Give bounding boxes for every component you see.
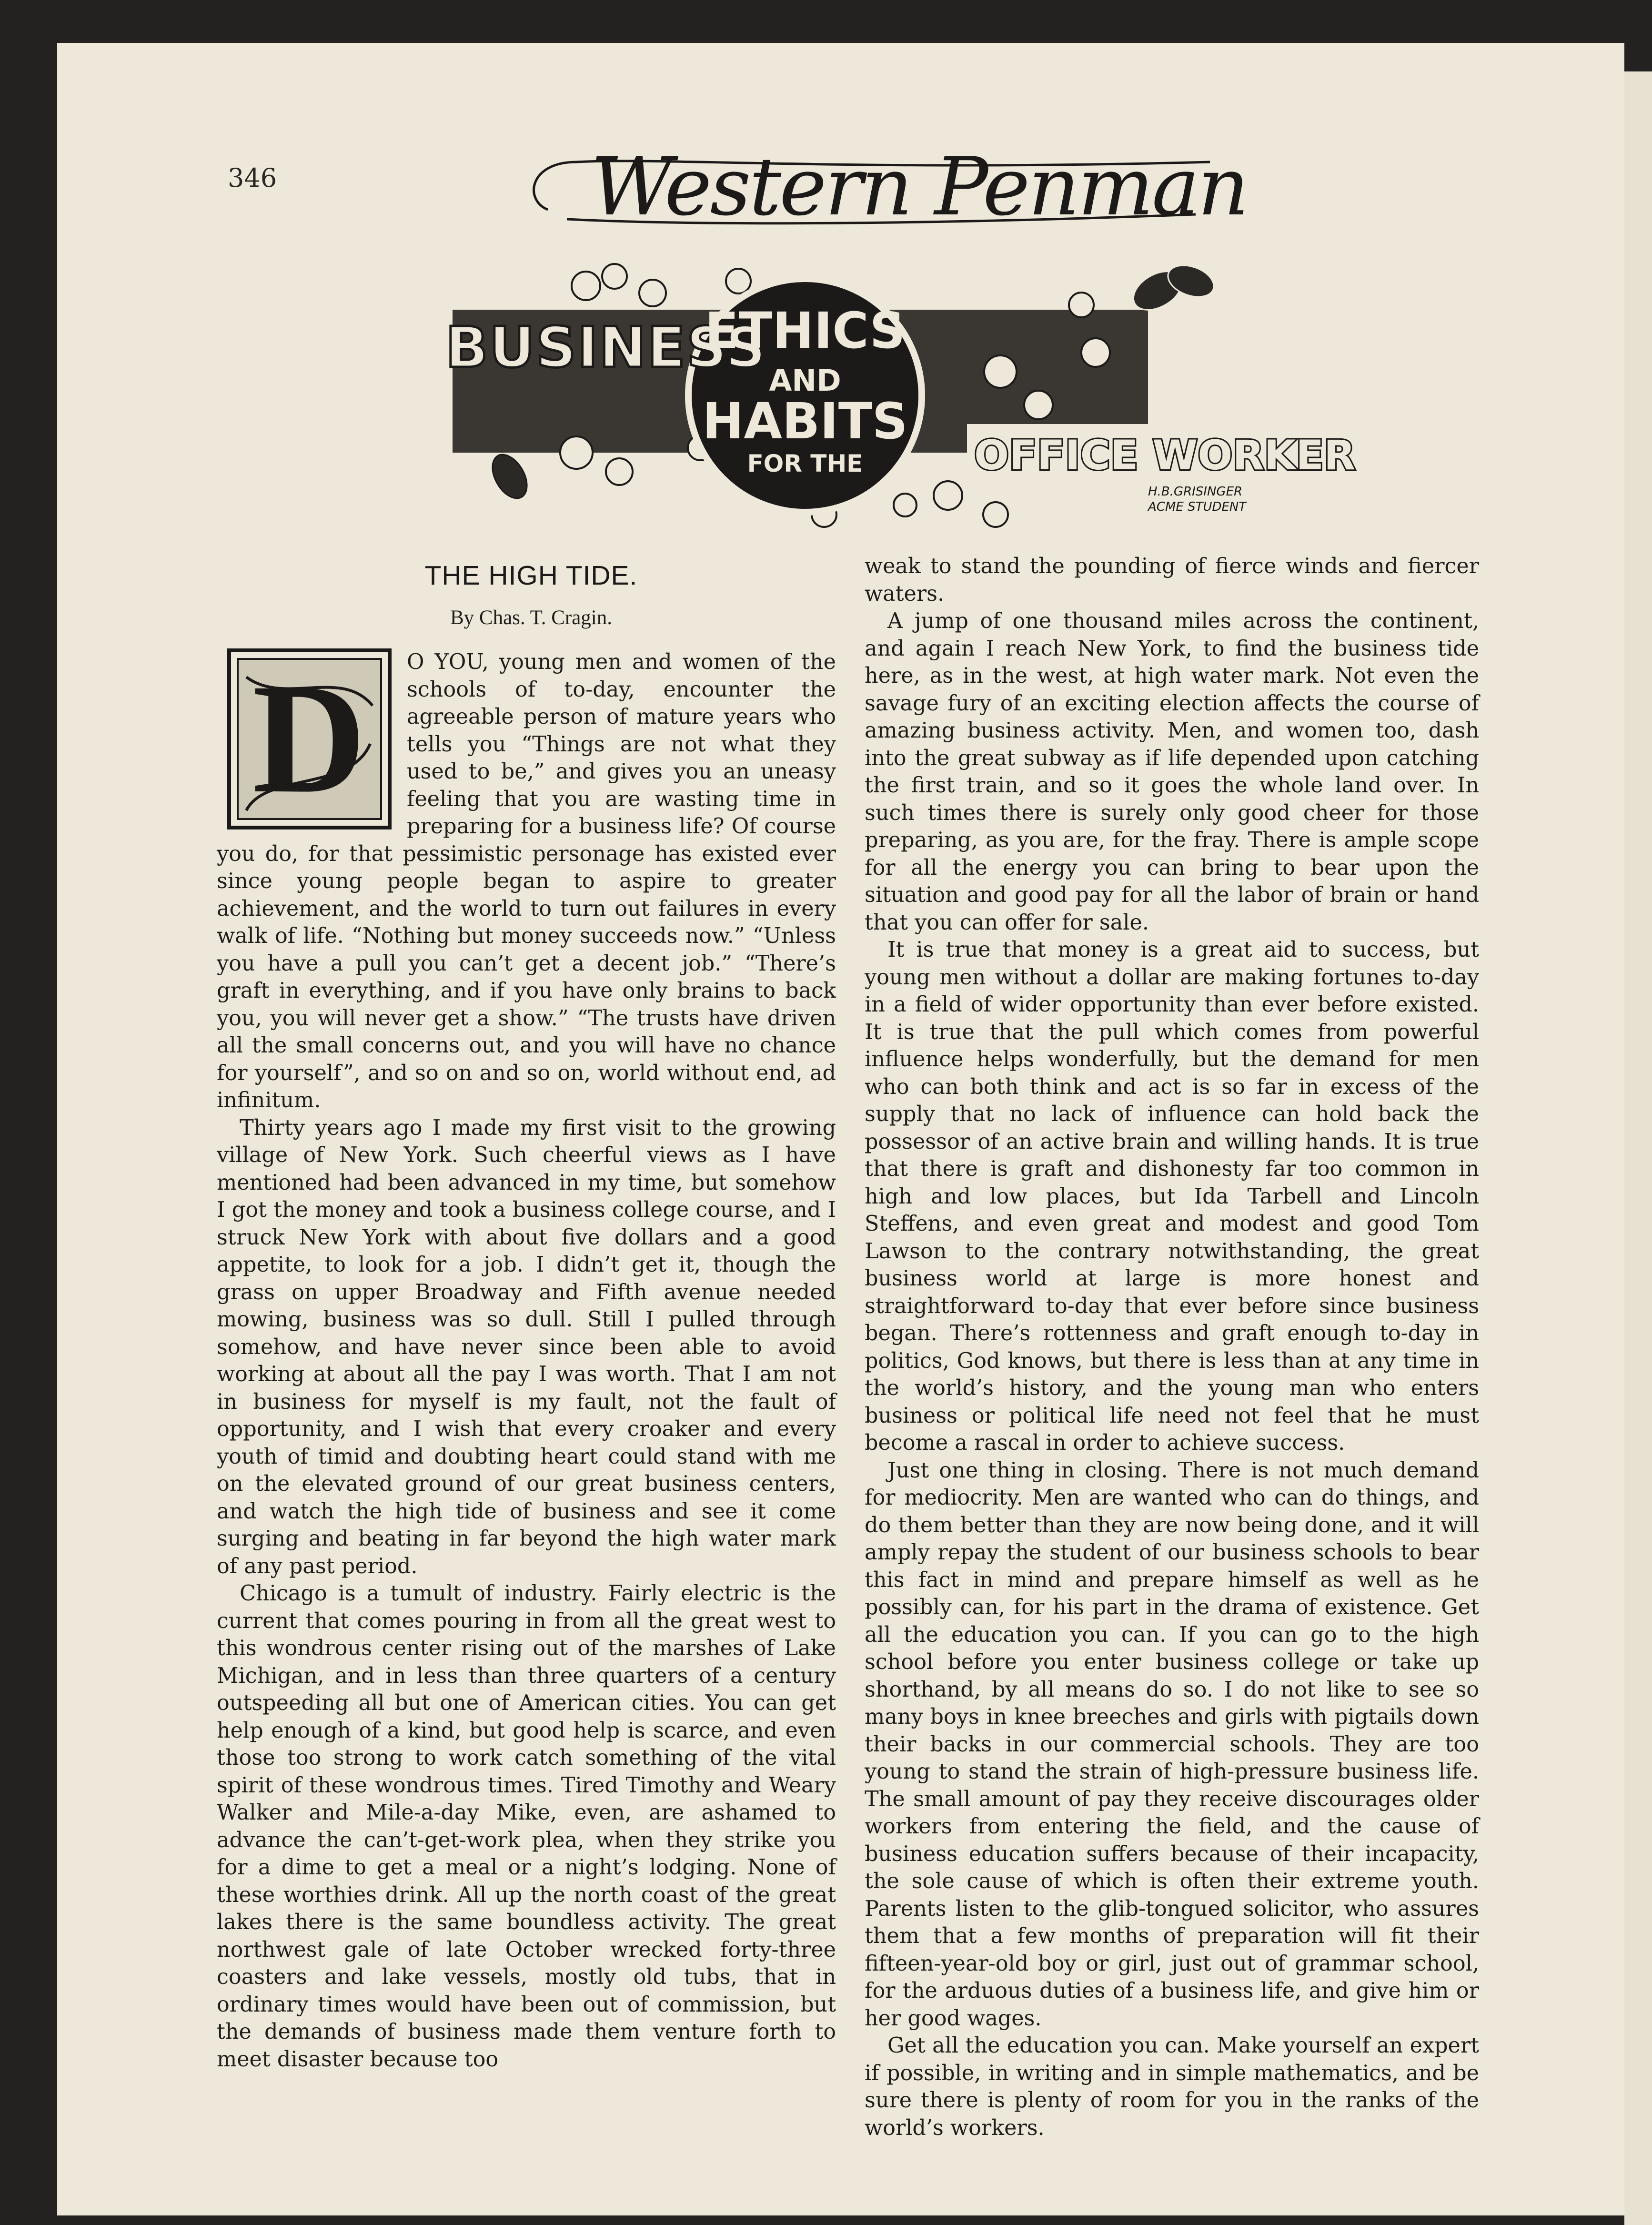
article-paragraph: Chicago is a tumult of industry. Fairly electric is the current that comes pouring in from all the great west to this wondrous center rising out of the marshes of Lake Michigan, and in less than three quarters of a century outspeeding all but one of American cities. You can get help enough of a kind, but good help is scarce, and even those too strong to work catch something of the vital spirit of these wondrous times. Tired Timothy and Weary Walker and Mile-a-day Mike, even, are ashamed to advance the can’t-get-work plea, when they strike you for a dime to get a meal or a night’s lodging. None of these worthies drink. All up the north coast of the great lakes there is the same boundless activity. The great northwest gale of late October wrecked forty-three coasters and lake vessels, mostly old tubs, that in ordinary times would have been out of commission, but the demands of business made them venture forth to meet disaster because too <box>217 1581 836 2072</box>
article-column-right <box>865 553 1479 2142</box>
butterfly-icon <box>1127 260 1218 318</box>
masthead-logo <box>519 140 1248 238</box>
next-page-edge <box>1624 71 1652 2225</box>
banner-word-habits: HABITS <box>702 392 908 450</box>
article-title: THE HIGH TIDE. <box>424 560 638 591</box>
banner-word-and: AND <box>769 363 841 398</box>
article-paragraph: A jump of one thousand miles across the continent, and again I reach New York, to find the business tide here, as in the west, at high water mark. Not even the savage fury of an exciting election affects the course of amazing business activity. Men, and women too, dash into the great subway as if life depended upon catching the first train, and so it goes the whole land over. In such times there is surely only good cheer for those preparing, as you are, for the fray. There is ample scope for all the energy you can bring to bear upon the situation and good pay for all the labor of brain or hand that you can offer for sale. <box>865 609 1479 935</box>
article-paragraph: It is true that money is a great aid to success, but young men without a dollar are making fortunes to-day in a field of wider opportunity than ever before existed. It is true that the pull which comes from powerful influence helps wonderfully, but the demand for men who can both think and act is so far in excess of the supply that no lack of influence can hold back the possessor of an active brain and willing hands. It is true that there is graft and dishonesty far too common in high and low places, but Ida Tarbell and Lincoln Steffens, and even great and modest and good Tom Lawson to the contrary notwithstanding, the great business world at large is more honest and straightforward to-day that ever before since business began. There’s rottenness and graft enough to-day in politics, God knows, but there is less than at any time in the world’s history, and the young man who enters business or political life need not feel that he must become a rascal in order to achieve success. <box>865 938 1479 1455</box>
article-paragraph: O YOU, young men and women of the schools of to-day, encounter the agreeable person of mature years who tells you “Things are not what they used to be,” and gives you an uneasy feeling that you are wasting time in preparing for a business life? Of course you do, for that pessimistic personage has existed ever since young people began to aspire to greater achievement, and the world to turn out failures in every walk of life. “Nothing but money succeeds now.” “Unless you have a pull you can’t get a decent job.” “There’s graft in everything, and if you have only brains to back you, you will never get a show.” “The trusts have driven all the small concerns out, and you will have no chance for yourself”, and so on and so on, world without end, ad infinitum. <box>217 650 836 1112</box>
article-paragraph: Just one thing in closing. There is not much demand for mediocrity. Men are wanted who can do things, and do them better than they are now being done, and it will amply repay the student of our business schools to bear this fact in mind and prepare himself as well as he possibly can, for his part in the drama of existence. Get all the education you can. If you can go to the high school before you enter business college or take up shorthand, by all means do so. I do not like to see so many boys in knee breeches and girls with pigtails down their backs in our commercial schools. They are too young to stand the strain of high-pressure business life. The small amount of pay they receive discourages older workers from entering the field, and the cause of business education suffers because of their incapacity, the sole cause of which is often their extreme youth. Parents listen to the glib-tongued solicitor, who assures them that a few months of preparation will fit their fifteen-year-old boy or girl, just out of grammar school, for the arduous duties of a business life, and give him or her good wages. <box>865 1458 1479 2031</box>
header-banner <box>405 248 1356 543</box>
artist-signature-line1: H.B.GRISINGER <box>1148 485 1243 499</box>
drop-cap-letter: D <box>252 652 366 826</box>
butterfly-icon <box>485 449 534 505</box>
article-paragraph: Get all the education you can. Make yourself an expert if possible, in writing and in simple mathematics, and be sure there is plenty of room for you in the ranks of the world’s workers. <box>865 2033 1479 2140</box>
article-paragraph: weak to stand the pounding of fierce winds and fiercer waters. <box>865 554 1479 606</box>
banner-word-office-worker: OFFICE WORKER <box>974 432 1356 479</box>
page-number: 346 <box>228 163 277 193</box>
article-column-left <box>217 548 836 2073</box>
article-paragraph: Thirty years ago I made my first visit to the growing village of New York. Such cheerful views as I have mentioned had been advanced in my time, but somehow I got the money and took a business college course, and I struck New York with about five dollars and a good appetite, to look for a job. I didn’t get it, though the grass on upper Broadway and Fifth avenue needed mowing, business was so dull. Still I pulled through somehow, and have never since been able to avoid working at about all the pay I was worth. That I am not in business for myself is my fault, not the fault of opportunity, and I wish that every croaker and every youth of timid and doubting heart could stand with me on the elevated ground of our great business centers, and watch the high tide of business and see it come surging and beating in far beyond the high water mark of any past period. <box>217 1115 836 1578</box>
banner-word-for-the: FOR THE <box>747 450 863 477</box>
masthead-title: Western Penman <box>591 140 1248 233</box>
article-byline: By Chas. T. Cragin. <box>450 606 612 629</box>
banner-word-business: BUSINESS <box>445 314 767 380</box>
artist-signature-line2: ACME STUDENT <box>1148 500 1247 514</box>
banner-word-ethics: ETHICS <box>705 302 906 360</box>
drop-cap-ornament <box>227 648 392 829</box>
